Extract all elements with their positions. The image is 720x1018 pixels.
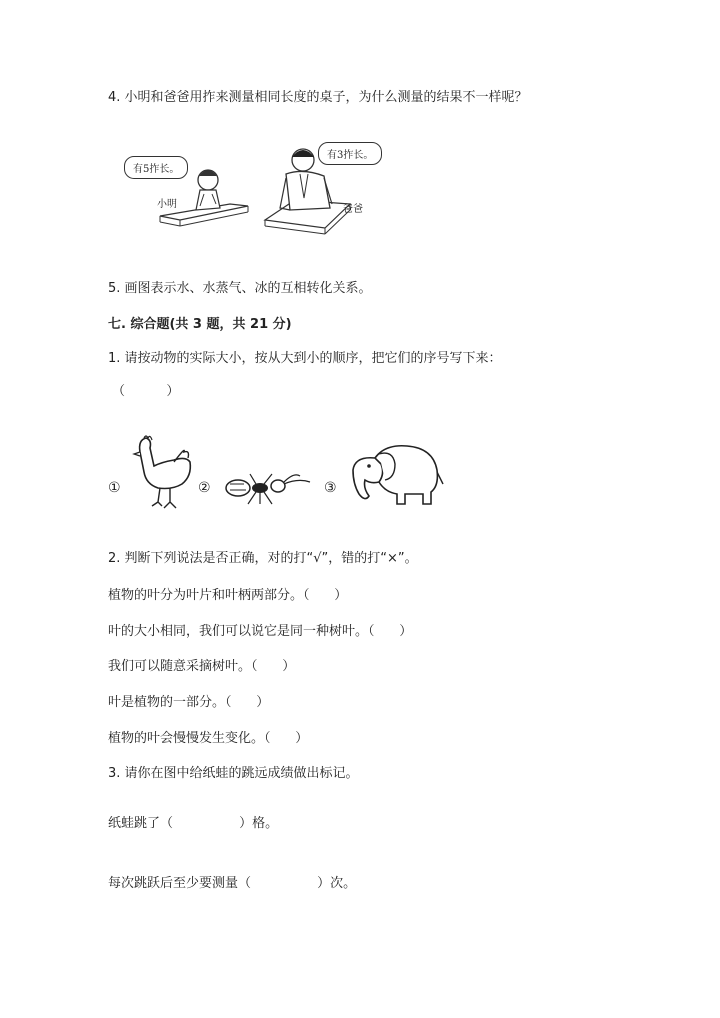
- s7-q3-line-1: 纸蛙跳了（ ）格。: [108, 816, 279, 831]
- s7-q2-text: 2. 判断下列说法是否正确，对的打“√”，错的打“×”。: [108, 551, 418, 566]
- s7-q2-item-2: 叶的大小相同，我们可以说它是同一种树叶。（ ）: [108, 624, 413, 639]
- xiaoming-label: 小明: [157, 199, 177, 210]
- baba-speech-bubble: 有3拃长。: [318, 142, 382, 165]
- s7-q3-line-2: 每次跳跃后至少要测量（ ）次。: [108, 876, 357, 891]
- animal-number-1: ①: [108, 480, 121, 496]
- s7-q2-item-4: 叶是植物的一部分。（ ）: [108, 695, 270, 710]
- s7-q2-item-3: 我们可以随意采摘树叶。（ ）: [108, 659, 296, 674]
- s7-q1-text: 1. 请按动物的实际大小，按从大到小的顺序，把它们的序号写下来：: [108, 351, 502, 366]
- s7-q2-item-5: 植物的叶会慢慢发生变化。（ ）: [108, 731, 309, 746]
- chicken-icon: [128, 432, 198, 512]
- q4-text: 4. 小明和爸爸用拃来测量相同长度的桌子，为什么测量的结果不一样呢？: [108, 90, 528, 105]
- q5-text: 5. 画图表示水、水蒸气、冰的互相转化关系。: [108, 281, 372, 296]
- ant-icon: [220, 468, 320, 508]
- elephant-icon: [345, 440, 445, 512]
- section7-title: 七. 综合题(共 3 题，共 21 分): [108, 317, 292, 332]
- animal-number-3: ③: [324, 480, 337, 496]
- s7-q3-text: 3. 请你在图中给纸蛙的跳远成绩做出标记。: [108, 766, 359, 781]
- s7-q1-answer-blank: （ ）: [112, 384, 180, 399]
- xiaoming-speech-bubble: 有5拃长。: [124, 156, 188, 179]
- baba-label: 爸爸: [343, 204, 363, 215]
- s7-q2-item-1: 植物的叶分为叶片和叶柄两部分。（ ）: [108, 588, 348, 603]
- animal-number-2: ②: [198, 480, 211, 496]
